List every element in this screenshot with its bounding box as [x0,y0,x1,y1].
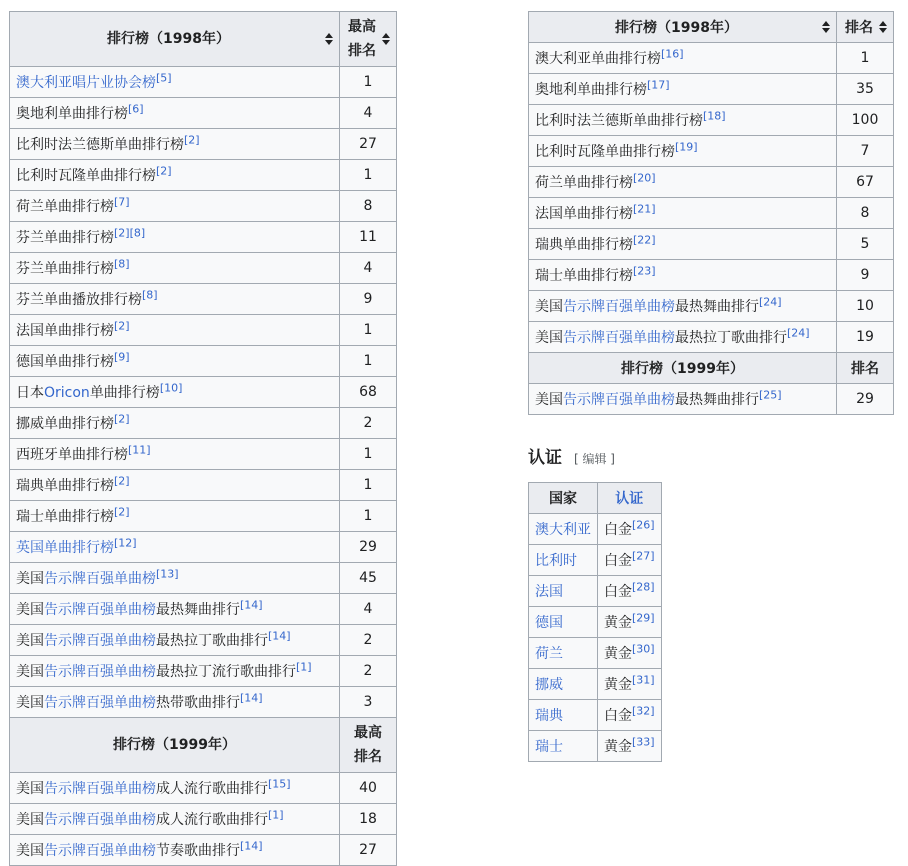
reference-link[interactable]: [2] [184,133,200,147]
chart-name-link[interactable]: 告示牌百强单曲榜 [44,571,156,587]
rows-1998 [10,67,397,718]
reference-link[interactable]: [2] [114,412,130,426]
country-link[interactable]: 德国 [535,615,563,631]
certification-cell [598,576,662,607]
reference-link[interactable]: [31] [632,673,655,687]
position-value: 4 [340,253,397,284]
chart-name-suffix: 成人流行歌曲排行 [156,812,268,828]
position-value: 67 [837,167,894,198]
chart-name-cell [529,322,837,353]
chart-name-link[interactable]: 告示牌百强单曲榜 [44,664,156,680]
chart-name-suffix: 节奏歌曲排行 [156,843,240,859]
table-row [529,260,894,291]
chart-name-cell [529,229,837,260]
reference-link[interactable]: [23] [633,264,656,278]
table-row [10,773,397,804]
position-value: 45 [340,563,397,594]
position-value: 18 [340,804,397,835]
column-header-chart-1998[interactable]: 排行榜（1998年） [529,12,837,43]
position-value: 1 [340,439,397,470]
chart-name-suffix: 最热舞曲排行 [675,299,759,315]
header-row-1999 [529,353,894,384]
reference-link[interactable]: [18] [703,109,726,123]
chart-name-text: 比利时瓦隆单曲排行榜 [16,168,156,184]
chart-name-cell [10,67,340,98]
table-row [529,198,894,229]
certification-value: 黄金 [604,615,632,631]
table-row [10,98,397,129]
table-row [10,439,397,470]
certification-value: 黄金 [604,646,632,662]
reference-link[interactable]: [29] [632,611,655,625]
column-header-rank[interactable]: 排名 [837,12,894,43]
chart-name-suffix: 最热舞曲排行 [675,392,759,408]
country-link[interactable]: 澳大利亚 [535,522,591,538]
position-value: 1 [340,315,397,346]
chart-name-text: 美国 [16,695,44,711]
reference-link[interactable]: [14] [240,691,263,705]
reference-link[interactable]: [2] [114,474,130,488]
reference-link[interactable]: [9] [114,350,130,364]
country-link[interactable]: 挪威 [535,677,563,693]
peak-chart-table [9,11,397,866]
table-row [10,253,397,284]
column-header-peak[interactable]: 最高 排名 [340,12,397,67]
certification-value: 黄金 [604,739,632,755]
chart-name-cell [10,656,340,687]
position-value: 1 [837,43,894,74]
country-cell [529,700,598,731]
chart-name-cell [10,804,340,835]
reference-link[interactable]: [26] [632,518,655,532]
chart-name-cell [10,98,340,129]
position-value: 4 [340,98,397,129]
reference-link[interactable]: [2] [114,319,130,333]
table-row [10,222,397,253]
chart-name-suffix: 最热舞曲排行 [156,602,240,618]
position-value: 2 [340,625,397,656]
chart-name-text: 美国 [16,812,44,828]
reference-link[interactable]: [8] [142,288,158,302]
position-value: 2 [340,656,397,687]
position-value: 35 [837,74,894,105]
table-row [529,638,662,669]
reference-link[interactable]: [1] [296,660,312,674]
table-row [529,514,662,545]
position-value: 1 [340,67,397,98]
reference-link[interactable]: [14] [240,839,263,853]
country-cell [529,731,598,762]
year-end-chart-table [528,11,894,415]
rows-1998 [529,43,894,353]
chart-name-link[interactable]: 告示牌百强单曲榜 [563,330,675,346]
chart-name-text: 法国单曲排行榜 [16,323,114,339]
column-header-rank-1999: 排名 [837,353,894,384]
chart-name-text: 瑞士单曲排行榜 [535,268,633,284]
certification-value: 白金 [604,553,632,569]
table-row [10,470,397,501]
chart-name-cell [10,773,340,804]
table-row [529,576,662,607]
edit-section-link[interactable]: [ 编辑 ] [574,452,615,466]
chart-name-text: 西班牙单曲排行榜 [16,447,128,463]
reference-link[interactable]: [19] [675,140,698,154]
reference-link[interactable]: [17] [647,78,670,92]
certification-value: 黄金 [604,677,632,693]
table-row [10,687,397,718]
chart-name-link[interactable]: 告示牌百强单曲榜 [44,633,156,649]
position-value: 40 [340,773,397,804]
certification-cell [598,669,662,700]
chart-name-link[interactable]: 告示牌百强单曲榜 [563,299,675,315]
position-value: 19 [837,322,894,353]
reference-link[interactable]: [24] [759,295,782,309]
chart-name-cell [529,136,837,167]
position-value: 1 [340,346,397,377]
chart-name-cell [10,222,340,253]
chart-name-link[interactable]: Oricon [44,385,90,401]
country-cell [529,607,598,638]
chart-name-cell [10,377,340,408]
chart-name-text: 比利时瓦隆单曲排行榜 [535,144,675,160]
reference-link[interactable]: [20] [633,171,656,185]
chart-name-cell [529,74,837,105]
table-row [529,700,662,731]
country-link[interactable]: 荷兰 [535,646,563,662]
chart-name-text: 美国 [535,392,563,408]
chart-name-text: 芬兰单曲播放排行榜 [16,292,142,308]
table-row [529,291,894,322]
chart-name-text: 美国 [16,781,44,797]
chart-name-cell [10,408,340,439]
position-value: 2 [340,408,397,439]
chart-name-text: 瑞典单曲排行榜 [535,237,633,253]
position-value: 68 [340,377,397,408]
chart-name-suffix: 成人流行歌曲排行 [156,781,268,797]
table-row [10,408,397,439]
certification-rows [529,514,662,762]
reference-link[interactable]: [32] [632,704,655,718]
certification-cell [598,700,662,731]
reference-link[interactable]: [14] [240,598,263,612]
certification-value: 白金 [604,708,632,724]
chart-name-cell [10,439,340,470]
reference-link[interactable]: [16] [661,47,684,61]
reference-link[interactable]: [1] [268,808,284,822]
chart-name-text: 日本 [16,385,44,401]
chart-name-text: 澳大利亚单曲排行榜 [535,51,661,67]
chart-name-cell [10,835,340,866]
chart-name-cell [10,129,340,160]
chart-name-suffix: 热带歌曲排行 [156,695,240,711]
header-row-1998 [529,12,894,43]
rows-1999 [529,384,894,415]
table-row [529,229,894,260]
chart-name-cell [10,594,340,625]
chart-name-text: 比利时法兰德斯单曲排行榜 [535,113,703,129]
chart-name-link[interactable]: 告示牌百强单曲榜 [44,602,156,618]
chart-name-text: 法国单曲排行榜 [535,206,633,222]
chart-name-text: 美国 [535,299,563,315]
chart-name-cell [529,198,837,229]
position-value: 5 [837,229,894,260]
chart-name-text: 比利时法兰德斯单曲排行榜 [16,137,184,153]
table-row [10,67,397,98]
chart-name-cell [529,167,837,198]
position-value: 29 [837,384,894,415]
reference-link[interactable]: [33] [632,735,655,749]
chart-name-cell [10,191,340,222]
chart-name-cell [10,625,340,656]
position-value: 27 [340,129,397,160]
table-row [529,545,662,576]
table-row [10,594,397,625]
chart-name-text: 美国 [16,664,44,680]
table-row [529,384,894,415]
reference-link[interactable]: [11] [128,443,151,457]
table-row [10,532,397,563]
position-value: 100 [837,105,894,136]
certification-heading [528,443,615,468]
position-value: 1 [340,470,397,501]
chart-name-text: 荷兰单曲排行榜 [16,199,114,215]
table-row [529,731,662,762]
reference-link[interactable]: [27] [632,549,655,563]
table-row [529,167,894,198]
chart-name-cell [10,687,340,718]
certification-table [528,482,662,762]
column-header-chart-1999: 排行榜（1999年） [529,353,837,384]
reference-link[interactable]: [5] [156,71,172,85]
reference-link[interactable]: [2] [156,164,172,178]
table-row [10,625,397,656]
chart-name-text: 瑞士单曲排行榜 [16,509,114,525]
certification-cell [598,545,662,576]
header-row-1998 [10,12,397,67]
chart-name-cell [10,315,340,346]
chart-name-link[interactable]: 告示牌百强单曲榜 [44,812,156,828]
reference-link[interactable]: [8] [114,257,130,271]
table-row [10,563,397,594]
chart-name-cell [529,291,837,322]
table-row [529,43,894,74]
chart-name-cell [529,105,837,136]
chart-name-text: 芬兰单曲排行榜 [16,230,114,246]
position-value: 3 [340,687,397,718]
certification-cell [598,731,662,762]
table-row [10,284,397,315]
chart-name-text: 美国 [16,571,44,587]
chart-name-suffix: 最热拉丁歌曲排行 [675,330,787,346]
position-value: 11 [340,222,397,253]
position-value: 8 [837,198,894,229]
chart-name-text: 芬兰单曲排行榜 [16,261,114,277]
table-row [529,105,894,136]
reference-link[interactable]: [22] [633,233,656,247]
chart-name-link[interactable]: 告示牌百强单曲榜 [44,843,156,859]
table-row [10,191,397,222]
chart-name-text: 美国 [16,633,44,649]
position-value: 4 [340,594,397,625]
table-row [529,322,894,353]
reference-link[interactable]: [15] [268,777,291,791]
country-link[interactable]: 比利时 [535,553,577,569]
reference-link[interactable]: [13] [156,567,179,581]
table-row [529,74,894,105]
chart-name-cell [10,160,340,191]
table-row [10,160,397,191]
chart-name-text: 美国 [16,843,44,859]
table-row [10,656,397,687]
column-header-peak-1999: 最高 排名 [340,718,397,773]
chart-name-cell [529,384,837,415]
table-row [529,136,894,167]
position-value: 7 [837,136,894,167]
reference-link[interactable]: [12] [114,536,137,550]
table-row [10,835,397,866]
reference-link[interactable]: [14] [268,629,291,643]
chart-name-cell [10,284,340,315]
country-cell [529,669,598,700]
table-row [10,377,397,408]
chart-name-text: 奥地利单曲排行榜 [535,82,647,98]
country-cell [529,545,598,576]
chart-name-link[interactable]: 澳大利亚唱片业协会榜 [16,75,156,91]
column-header-country: 国家 [529,483,598,514]
table-row [529,669,662,700]
chart-name-text: 美国 [535,330,563,346]
country-link[interactable]: 法国 [535,584,563,600]
certification-cell [598,607,662,638]
chart-name-cell [10,563,340,594]
reference-link[interactable]: [21] [633,202,656,216]
position-value: 1 [340,160,397,191]
reference-link[interactable]: [25] [759,388,782,402]
table-row [10,346,397,377]
table-row [10,315,397,346]
reference-link[interactable]: [6] [128,102,144,116]
chart-name-text: 荷兰单曲排行榜 [535,175,633,191]
country-cell [529,514,598,545]
country-cell [529,638,598,669]
reference-link[interactable]: [10] [159,381,183,395]
certification-title: 认证 [528,448,562,468]
chart-name-suffix: 最热拉丁歌曲排行 [156,633,268,649]
certification-value: 白金 [604,584,632,600]
certification-value: 白金 [604,522,632,538]
certification-cell [598,514,662,545]
reference-link[interactable]: [7] [114,195,130,209]
reference-link[interactable]: [2] [114,505,130,519]
position-value: 27 [340,835,397,866]
chart-name-cell [10,346,340,377]
chart-name-link[interactable]: 英国单曲排行榜 [16,540,114,556]
column-header-chart-1998[interactable]: 排行榜（1998年） [10,12,340,67]
certification-cell [598,638,662,669]
chart-name-suffix: 最热拉丁流行歌曲排行 [156,664,296,680]
header-row [529,483,662,514]
chart-name-cell [10,501,340,532]
reference-link[interactable]: [28] [632,580,655,594]
chart-name-link[interactable]: 告示牌百强单曲榜 [563,392,675,408]
chart-name-cell [529,260,837,291]
position-value: 29 [340,532,397,563]
position-value: 1 [340,501,397,532]
column-header-certification[interactable]: 认证 [598,483,662,514]
chart-name-cell [10,532,340,563]
table-row [10,804,397,835]
chart-name-text: 瑞典单曲排行榜 [16,478,114,494]
position-value: 10 [837,291,894,322]
chart-name-text: 奥地利单曲排行榜 [16,106,128,122]
country-link[interactable]: 瑞典 [535,708,563,724]
chart-name-suffix: 单曲排行榜 [89,385,160,401]
chart-name-cell [529,43,837,74]
header-row-1999 [10,718,397,773]
position-value: 9 [837,260,894,291]
chart-name-text: 挪威单曲排行榜 [16,416,114,432]
column-header-chart-1999: 排行榜（1999年） [10,718,340,773]
position-value: 9 [340,284,397,315]
reference-link[interactable]: [30] [632,642,655,656]
country-link[interactable]: 瑞士 [535,739,563,755]
chart-name-text: 美国 [16,602,44,618]
chart-name-text: 德国单曲排行榜 [16,354,114,370]
chart-name-link[interactable]: 告示牌百强单曲榜 [44,695,156,711]
chart-name-cell [10,253,340,284]
country-cell [529,576,598,607]
chart-name-link[interactable]: 告示牌百强单曲榜 [44,781,156,797]
table-row [529,607,662,638]
reference-link[interactable]: [24] [787,326,810,340]
position-value: 8 [340,191,397,222]
rows-1999 [10,773,397,866]
table-row [10,501,397,532]
chart-name-cell [10,470,340,501]
table-row [10,129,397,160]
reference-link[interactable]: [2][8] [114,226,146,240]
